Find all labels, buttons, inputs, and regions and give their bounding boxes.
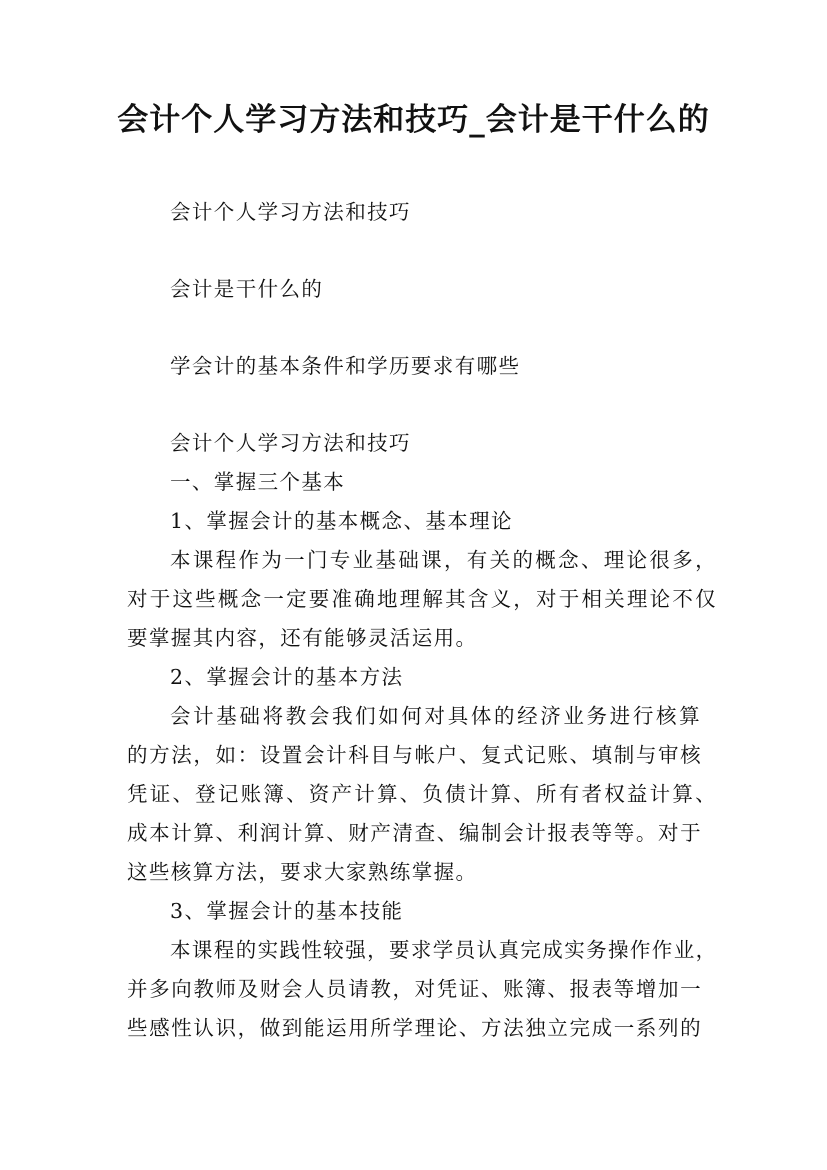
toc-item: 会计是干什么的 [170, 277, 324, 301]
part-heading: 一、掌握三个基本 [170, 470, 346, 494]
document-title: 会计个人学习方法和技巧_会计是干什么的 [117, 102, 710, 138]
paragraph-line: 会计基础将教会我们如何对具体的经济业务进行核算 [170, 704, 701, 728]
paragraph-line: 成本计算、利润计算、财产清查、编制会计报表等等。对于 [127, 821, 702, 845]
section-heading: 会计个人学习方法和技巧 [170, 431, 411, 455]
paragraph-line: 这些核算方法，要求大家熟练掌握。 [127, 860, 478, 884]
paragraph-line: 的方法，如：设置会计科目与帐户、复式记账、填制与审核 [127, 743, 702, 767]
paragraph-line: 要掌握其内容，还有能够灵活运用。 [127, 626, 478, 650]
paragraph-line: 些感性认识，做到能运用所学理论、方法独立完成一系列的 [127, 1016, 702, 1040]
item-heading: 1、掌握会计的基本概念、基本理论 [170, 509, 513, 533]
item-heading: 2、掌握会计的基本方法 [170, 665, 404, 689]
toc-item: 会计个人学习方法和技巧 [170, 200, 411, 224]
paragraph-line: 并多向教师及财会人员请教，对凭证、账簿、报表等增加一 [127, 977, 702, 1001]
paragraph-line: 本课程的实践性较强，要求学员认真完成实务操作作业， [170, 938, 718, 962]
item-heading: 3、掌握会计的基本技能 [170, 899, 404, 923]
paragraph-line: 本课程作为一门专业基础课，有关的概念、理论很多， [170, 548, 717, 572]
toc-item: 学会计的基本条件和学历要求有哪些 [170, 354, 521, 378]
paragraph-line: 凭证、登记账簿、资产计算、负债计算、所有者权益计算、 [127, 782, 717, 806]
paragraph-line: 对于这些概念一定要准确地理解其含义，对于相关理论不仅 [127, 587, 717, 611]
